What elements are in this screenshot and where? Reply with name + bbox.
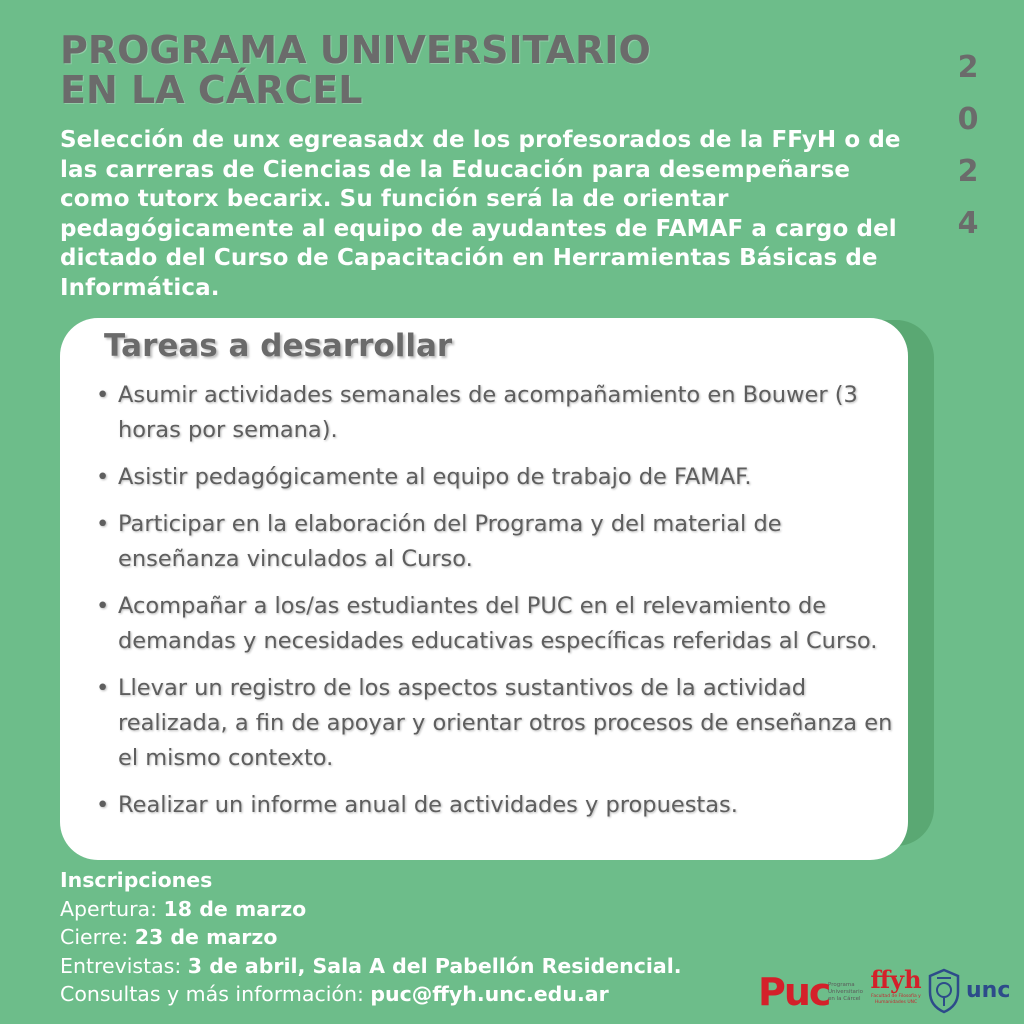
program-title-line-2: EN LA CÁRCEL [60,68,363,112]
registration-info [60,866,760,1009]
opening-value: 18 de marzo [163,896,307,921]
program-title-line-1: PROGRAMA UNIVERSITARIO [60,28,651,72]
interviews-value: 3 de abril, Sala A del Pabellón Residencial. [187,953,682,978]
puc-logo-subtitle: Programa Universitario en la Cárcel [828,982,864,1002]
task-item: • Asumir actividades semanales de acompañamiento en Bouwer (3 horas por semana). [96,378,896,448]
year-digit: 0 [957,102,979,137]
ffyh-logo-subtitle: Facultad de Filosofía y Humanidades UNC [871,994,921,1005]
task-item: • Asistir pedagógicamente al equipo de trabajo de FAMAF. [96,460,896,495]
task-item: • Llevar un registro de los aspectos sustantivos de la actividad realizada, a fin de apoyar y orientar otros procesos de enseñanza en el mismo contexto. [96,671,896,776]
task-item: • Acompañar a los/as estudiantes del PUC en el relevamiento de demandas y necesidades educativas específicas referidas al Curso. [96,589,896,659]
task-item: • Participar en la elaboración del Programa y del material de enseñanza vinculados al Curso. [96,507,896,577]
interviews-label: Entrevistas: [60,953,188,978]
closing-value: 23 de marzo [134,925,278,949]
contact-email[interactable]: puc@ffyh.unc.edu.ar [370,982,609,1006]
opening-label: Apertura: [60,896,164,921]
unc-crest-icon [926,968,962,1014]
puc-logo [758,970,862,1014]
puc-logo-word: Puc [758,970,830,1014]
ffyh-logo [866,966,926,1016]
tasks-title: Tareas a desarrollar [104,328,453,364]
unc-logo-word: unc [966,978,1011,1003]
year-vertical [950,42,986,250]
year-digit: 2 [957,154,979,189]
year-digit: 2 [957,50,979,85]
ffyh-logo-word: ffyh [870,965,922,994]
unc-logo [926,966,1010,1016]
closing-date [60,923,760,952]
tasks-list [96,378,896,835]
contact-info [60,980,760,1009]
opening-date [60,895,760,924]
intro-description: Selección de unx egreasadx de los profesorados de la FFyH o de las carreras de Ciencias de la Educación para desempeñarse como tutorx becarix. Su función será la de orientar pedagógicamente al equipo de ayudantes de FAMAF a cargo del dictado del Curso de Capacitación en Herramientas Básicas de Informática. [60,127,901,301]
interviews-info [60,952,760,981]
contact-label: Consultas y más información: [60,982,371,1006]
program-title [60,30,760,110]
logos-row [758,960,1010,1020]
tasks-card [60,318,908,860]
closing-label: Cierre: [60,925,135,949]
task-item: • Realizar un informe anual de actividades y propuestas. [96,788,896,823]
registration-heading: Inscripciones [60,868,213,892]
year-digit: 4 [957,206,979,241]
